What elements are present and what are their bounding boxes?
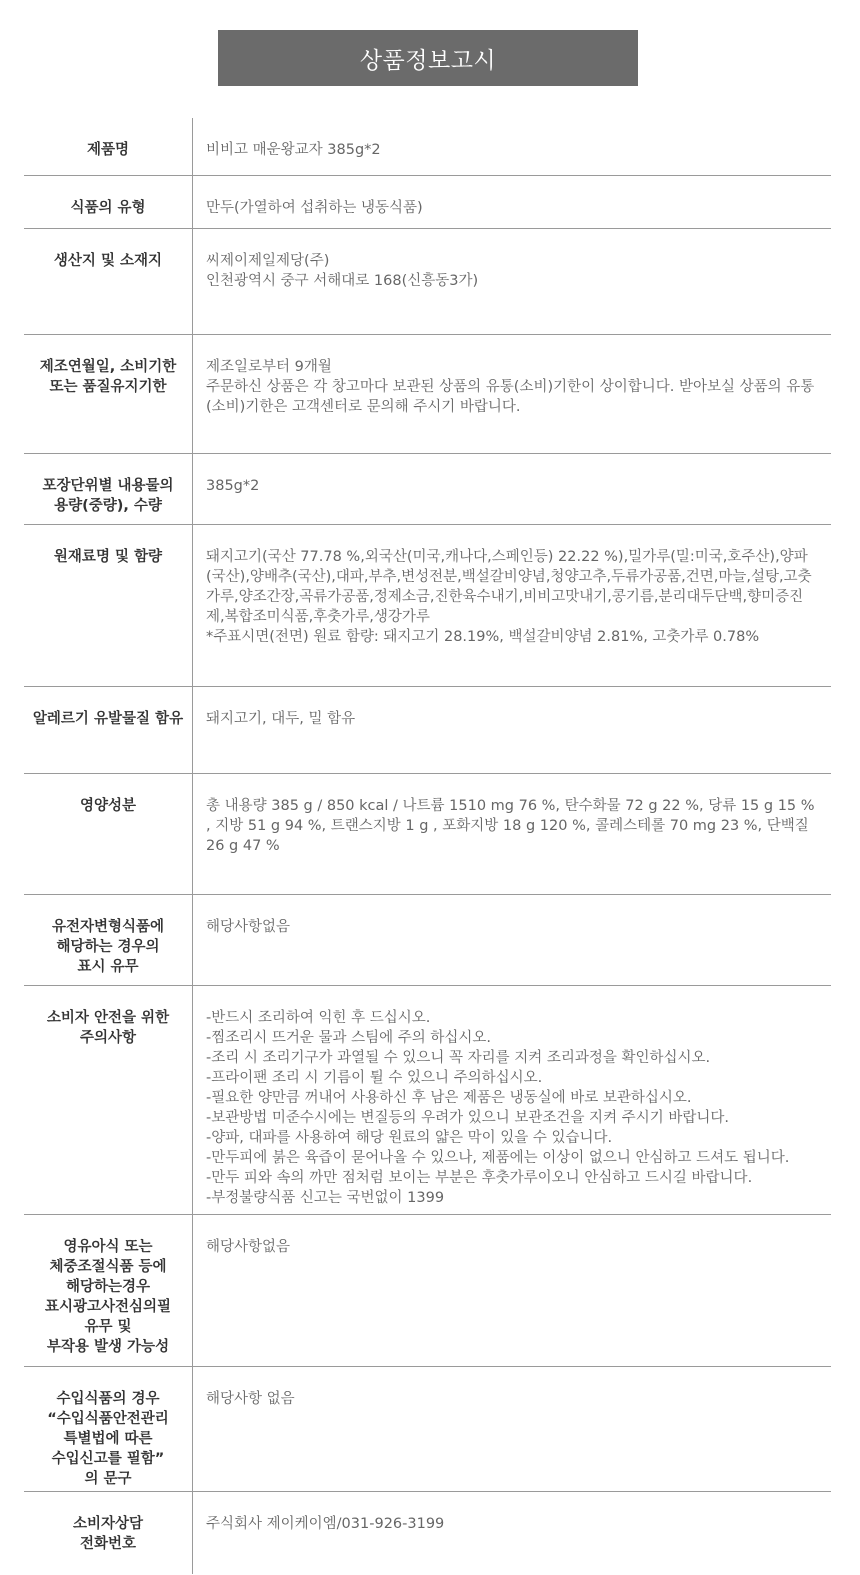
- product-info-table: [24, 118, 831, 1574]
- table-row: [24, 229, 831, 335]
- row-label: 식품의 유형: [24, 176, 193, 228]
- table-row: [24, 687, 831, 774]
- row-value: 총 내용량 385 g / 850 kcal / 나트륨 1510 mg 76 %, 탄수화물 72 g 22 %, 당류 15 g 15 % , 지방 51 g 94 %, 트랜스지방 1 g , 포화지방 18 g 120 %, 콜레스테롤 70 mg 23 %, 단백질 26 g 47 %: [206, 798, 815, 854]
- row-label: 유전자변형식품에 해당하는 경우의 표시 유무: [24, 895, 193, 985]
- row-value: 해당사항없음: [206, 919, 291, 935]
- table-row: [24, 895, 831, 986]
- row-label: 포장단위별 내용물의 용량(중량), 수량: [24, 454, 193, 524]
- table-row: [24, 176, 831, 229]
- table-row: [24, 335, 831, 454]
- row-value: 해당사항없음: [206, 1239, 291, 1255]
- row-label: 원재료명 및 함량: [24, 525, 193, 686]
- table-row: [24, 1492, 831, 1574]
- row-value: 주식회사 제이케이엠/031-926-3199: [206, 1516, 445, 1532]
- row-label: 소비자 안전을 위한 주의사항: [24, 986, 193, 1214]
- row-label: 제조연월일, 소비기한 또는 품질유지기한: [24, 335, 193, 453]
- row-label: 수입식품의 경우 “수입식품안전관리 특별법에 따른 수입신고를 필함” 의 문구: [24, 1367, 193, 1491]
- row-label: 생산지 및 소재지: [24, 229, 193, 334]
- table-row: [24, 454, 831, 525]
- row-value: -반드시 조리하여 익힌 후 드십시오. -찜조리시 뜨거운 물과 스팀에 주의 하십시오. -조리 시 조리기구가 과열될 수 있으니 꼭 자리를 지켜 조리과정을 확인하십시오. -프라이팬 조리 시 기름이 튈 수 있으니 주의하십시오. -필요한 양만큼 꺼내어 사용하신 후 남은 제품은 냉동실에 바로 보관하십시오. -보관방법 미준수시에는 변질등의 우려가 있으니 보관조건을 지켜 주시기 바랍니다. -양파, 대파를 사용하여 해당 원료의 얇은 막이 있을 수 있습니다. -만두피에 붉은 육즙이 묻어나올 수 있으나, 제품에는 이상이 없으니 안심하고 드셔도 됩니다. -만두 피와 속의 까만 점처럼 보이는 부분은 후춧가루이오니 안심하고 드시길 바랍니다. -부정불량식품 신고는 국번없이 1399: [206, 1010, 790, 1206]
- table-row: [24, 1215, 831, 1367]
- row-value: 해당사항 없음: [206, 1391, 295, 1407]
- table-row: [24, 986, 831, 1215]
- table-row: [24, 1367, 831, 1492]
- table-row: [24, 118, 831, 176]
- row-value: 비비고 매운왕교자 385g*2: [206, 142, 381, 158]
- row-label: 제품명: [24, 118, 193, 175]
- row-value: 제조일로부터 9개월 주문하신 상품은 각 창고마다 보관된 상품의 유통(소비)기한이 상이합니다. 받아보실 상품의 유통(소비)기한은 고객센터로 문의해 주시기 바랍니다.: [206, 359, 815, 415]
- row-label: 영양성분: [24, 774, 193, 894]
- row-value: 385g*2: [206, 478, 260, 494]
- row-value: 씨제이제일제당(주) 인천광역시 중구 서해대로 168(신흥동3가): [206, 253, 479, 289]
- page-title: 상품정보고시: [218, 30, 638, 86]
- row-label: 소비자상담 전화번호: [24, 1492, 193, 1574]
- table-row: [24, 525, 831, 687]
- row-value: 돼지고기, 대두, 밀 함유: [206, 711, 356, 727]
- table-row: [24, 774, 831, 895]
- row-value: 돼지고기(국산 77.78 %,외국산(미국,캐나다,스페인등) 22.22 %),밀가루(밀:미국,호주산),양파(국산),양배추(국산),대파,부추,변성전분,백설갈비양념,청양고추,두류가공품,건면,마늘,설탕,고춧가루,양조간장,곡류가공품,정제소금,진한육수내기,비비고맛내기,콩기름,분리대두단백,향미증진제,복합조미식품,후춧가루,생강가루 *주표시면(전면) 원료 함량: 돼지고기 28.19%, 백설갈비양념 2.81%, 고춧가루 0.78%: [206, 549, 812, 645]
- row-value: 만두(가열하여 섭취하는 냉동식품): [206, 200, 423, 216]
- row-label: 알레르기 유발물질 함유: [24, 687, 193, 773]
- row-label: 영유아식 또는 체중조절식품 등에 해당하는경우 표시광고사전심의필 유무 및 부작용 발생 가능성: [24, 1215, 193, 1366]
